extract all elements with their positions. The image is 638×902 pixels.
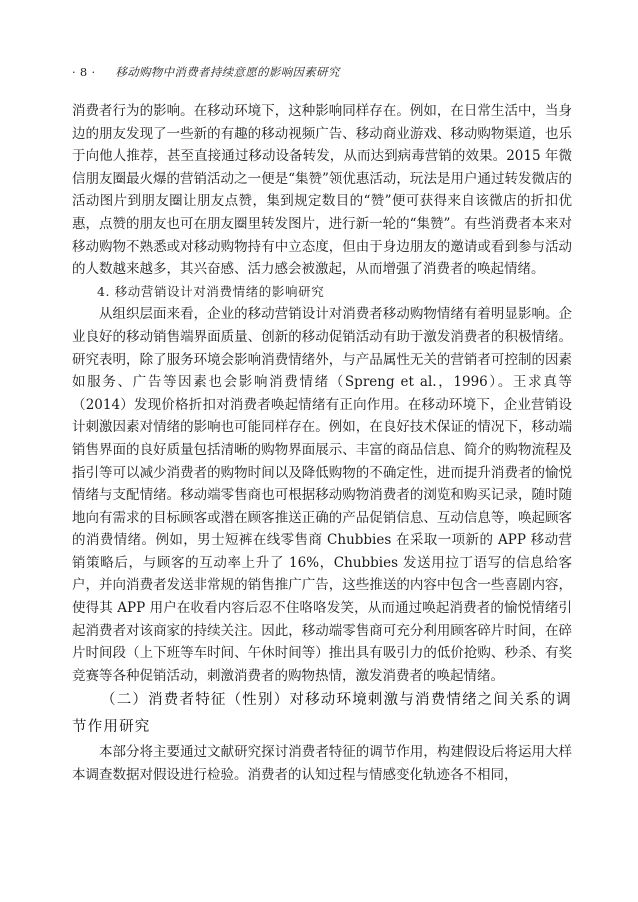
paragraph: 本部分将主要通过文献研究探讨消费者特征的调节作用，构建假设后将运用大样本调查数据对假设进行检验。消费者的认知过程与情感变化轨迹各不相同， xyxy=(72,744,572,784)
subsection-heading: 4. 移动营销设计对消费情绪的影响研究 xyxy=(97,283,325,299)
running-title: 移动购物中消费者持续意愿的影响因素研究 xyxy=(115,65,340,79)
page-number: · 8 · xyxy=(72,65,96,79)
paragraph-continued: 消费者行为的影响。在移动环境下，这种影响同样存在。例如，在日常生活中，当身边的朋友发现了一些新的有趣的移动视频广告、移动商业游戏、移动购物渠道，也乐于向他人推荐，甚至直接通过移动设备转发，从而达到病毒营销的效果。2015 年微信朋友圈最火爆的营销活动之一便是“集赞”领优惠活动，玩法是用户通过转发微店的活动图片到朋友圈让朋友点赞，集到规定数目的“赞”便可获得来自该微店的折扣优惠，点赞的朋友也可在朋友圈里转发图片，进行新一轮的“集赞”。有些消费者本来对移动购物不熟悉或对移动购物持有中立态度，但由于身边朋友的邀请或看到参与活动的人数越来越多，其兴奋感、活力感会被激起，从而增强了消费者的唤起情绪。 xyxy=(72,103,572,278)
body-text xyxy=(72,100,572,787)
paragraph: 从组织层面来看，企业的移动营销设计对消费者移动购物情绪有着明显影响。企业良好的移动销售端界面质量、创新的移动促销活动有助于激发消费者的积极情绪。研究表明，除了服务环境会影响消费情绪外，与产品属性无关的营销者可控制的因素如服务、广告等因素也会影响消费情绪（Spreng et al.，1996）。王求真等（2014）发现价格折扣对消费者唤起情绪有正向作用。在移动环境下，企业营销设计刺激因素对情绪的影响也可能同样存在。例如，在良好技术保证的情况下，移动端销售界面的良好质量包括清晰的购物界面展示、丰富的商品信息、简介的购物流程及指引等可以减少消费者的购物时间以及降低购物的不确定性，进而提升消费者的愉悦情绪与支配情绪。移动端零售商也可根据移动购物消费者的浏览和购买记录，随时随地向有需求的目标顾客或潜在顾客推送正确的产品促销信息、互动信息等，唤起顾客的消费情绪。例如，男士短裤在线零售商 Chubbies 在采取一项新的 APP 移动营销策略后，与顾客的互动率上升了 16%，Chubbies 发送用拉丁语写的信息给客户，并向消费者发送非常规的销售推广广告，这些推送的内容中包含一些喜剧内容，使得其 APP 用户在收看内容后忍不住咯咯发笑，从而通过唤起消费者的愉悦情绪引起消费者对该商家的持续关注。因此，移动端零售商可充分利用顾客碎片时间，在碎片时间段（上下班等车时间、午休时间等）推出具有吸引力的低价抢购、秒杀、有奖竞赛等各种促销活动，刺激消费者的购物热情，激发消费者的唤起情绪。 xyxy=(72,306,572,684)
section-heading: （二）消费者特征（性别）对移动环境刺激与消费情绪之间关系的调节作用研究 xyxy=(72,692,572,736)
running-header xyxy=(72,64,340,80)
